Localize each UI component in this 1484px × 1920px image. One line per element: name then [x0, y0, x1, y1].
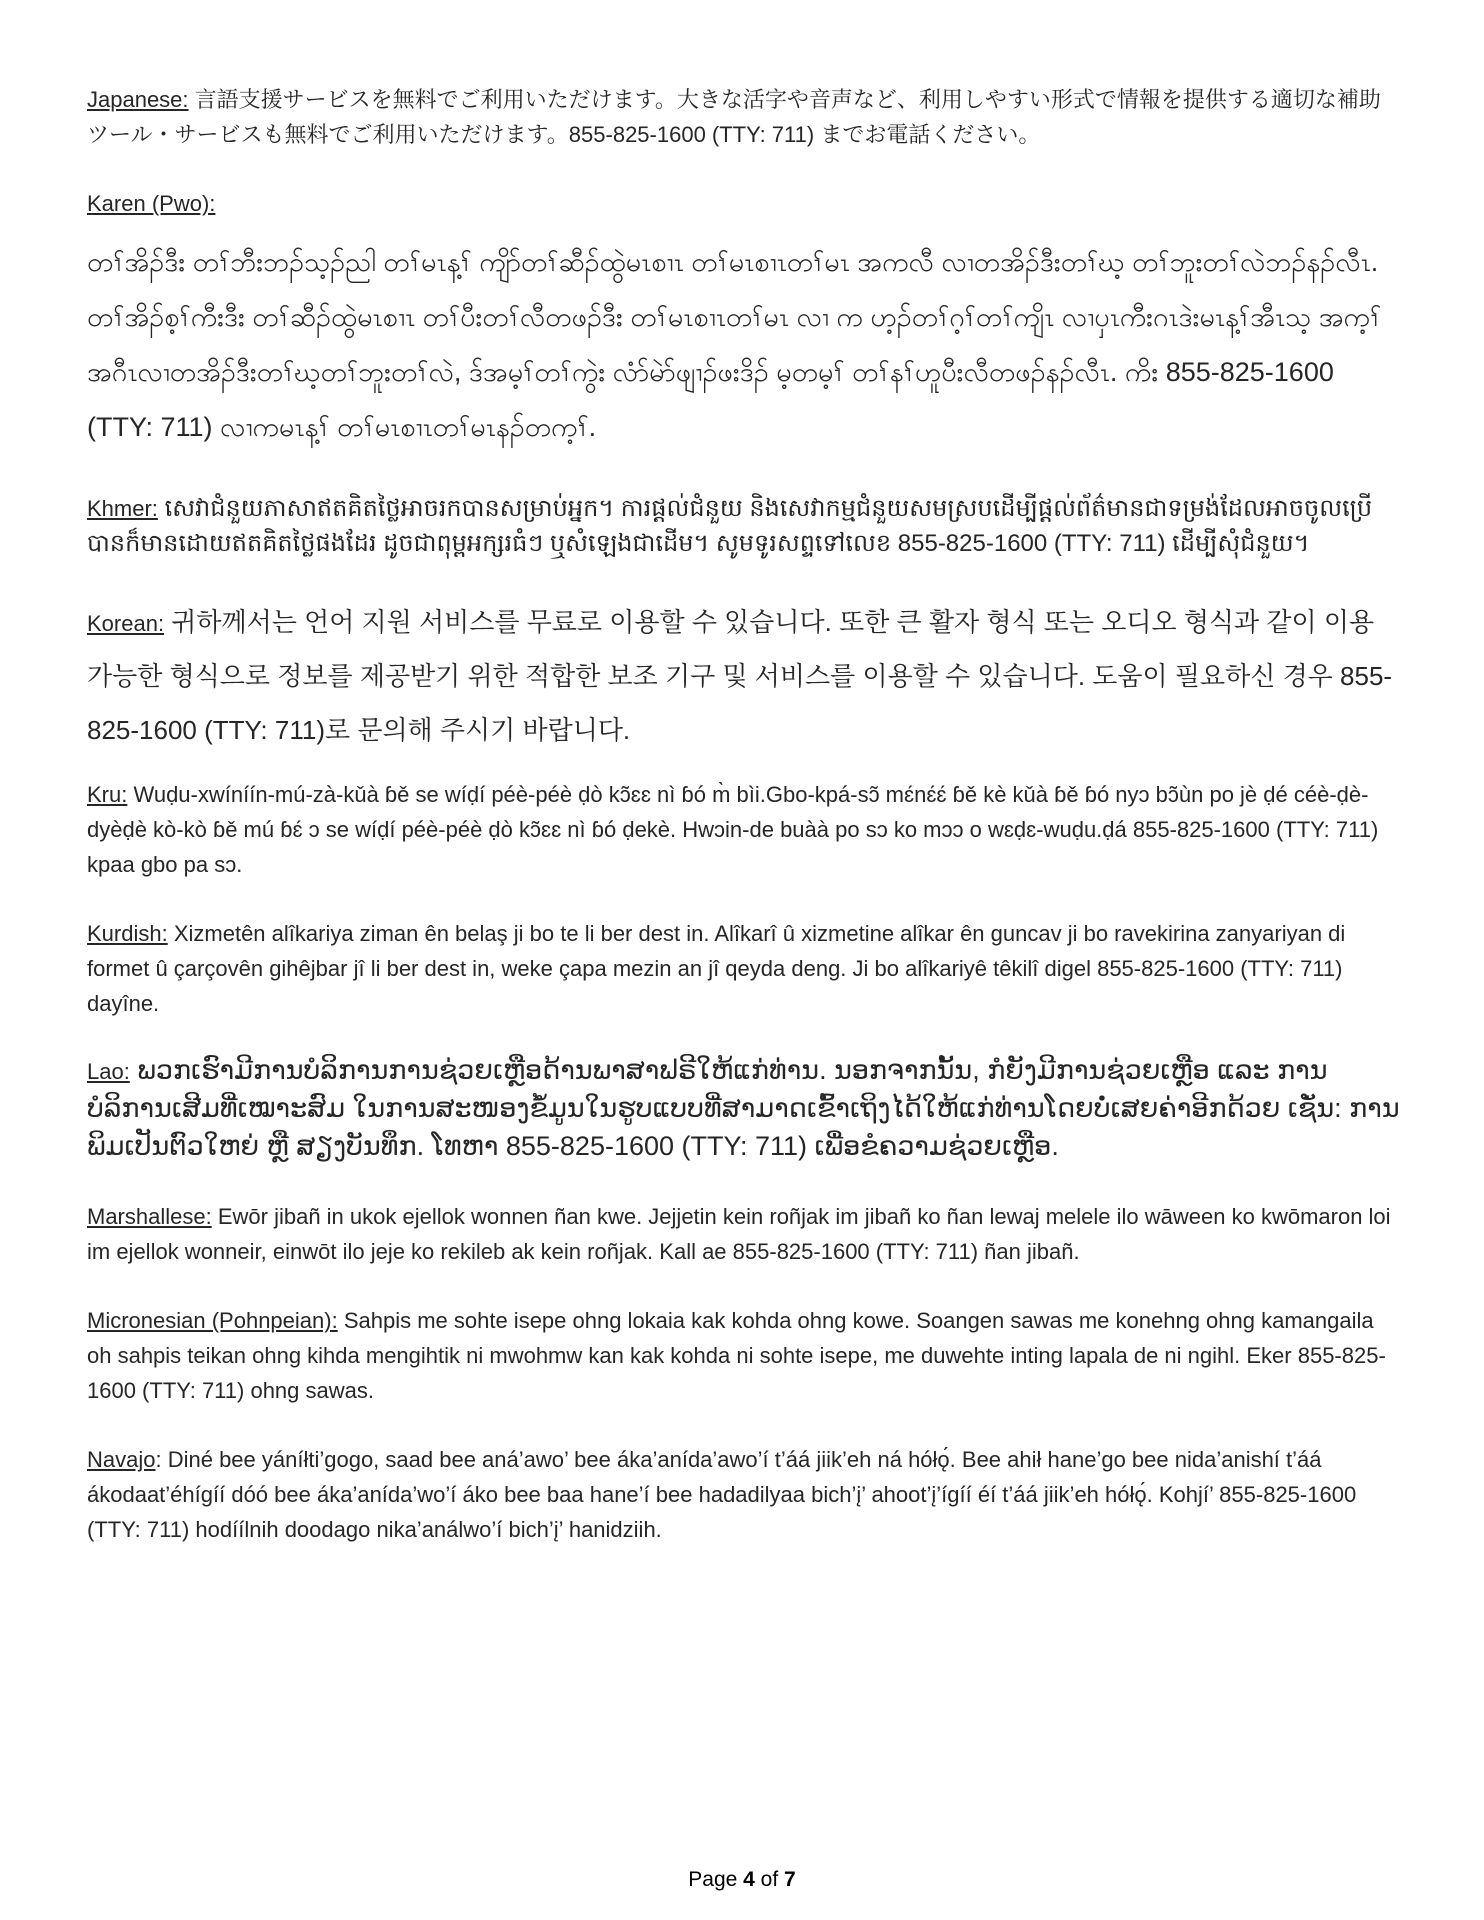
notice-text-japanese: 言語支援サービスを無料でご利用いただけます。大きな活字や音声など、利用しやすい形式で情報を提供する適切な補助ツール・サービスも無料でご利用いただけます。855-825-1600 (TTY: 711) までお電話ください。: [87, 87, 1381, 147]
notice-navajo: [87, 1442, 1402, 1547]
language-label-kurdish: Kurdish:: [87, 921, 168, 946]
notice-text-lao: ພວກເຮົາມີການບໍລິການການຊ່ວຍເຫຼືອດ້ານພາສາຟຣີໃຫ້ແກ່ທ່ານ. ນອກຈາກນັ້ນ, ກໍຍັງມີການຊ່ວຍເຫຼືອ ແລະ ການບໍລິການເສີມທີ່ເໝາະສົມ ໃນການສະໜອງຂໍ້ມູນໃນຮູບແບບທີ່ສາມາດເຂົ້າເຖິງໄດ້ໃຫ້ແກ່ທ່ານໂດຍບໍ່ເສຍຄ່າອີກດ້ວຍ ເຊັ່ນ: ການພິມເປັນຕົວໃຫຍ່ ຫຼື ສຽງບັນທຶກ. ໂທຫາ 855-825-1600 (TTY: 711) ເພື່ອຂໍຄວາມຊ່ວຍເຫຼືອ.: [87, 1055, 1400, 1161]
notice-text-kru: Wuḍu-xwíníín-mú-zà-kǔà ɓě se wíḍí péè-péè ḍò kɔ̃ɛɛ nì ɓó m̀ bìi.Gbo-kpá-sɔ̃ mɛ́nɛ́ɛ́ ɓě kè kǔà ɓě ɓó nyɔ bɔ̃ùn po jè ḍé céè-ḍè-dyèḍè kò-kò ɓě mú ɓɛ́ ɔ se wíḍí péè-péè ḍò kɔ̃ɛɛ nì ɓó ḍekè. Hwɔin-de buàà po sɔ ko mɔɔ o wɛḍɛ-wuḍu.ḍá 855-825-1600 (TTY: 711) kpaa gbo pa sɔ.: [87, 782, 1379, 877]
language-label-karen: Karen (Pwo):: [87, 191, 216, 216]
notice-text-micronesian: Sahpis me sohte isepe ohng lokaia kak kohda ohng kowe. Soangen sawas me konehng ohng kamangaila oh sahpis teikan ohng kihda mengihtik ni mwohmw kan kak kohda ni sohte isepe, me duwehte inting lapala de ni ngihl. Eker 855-825-1600 (TTY: 711) ohng sawas.: [87, 1308, 1386, 1403]
notice-kru: [87, 777, 1402, 882]
notice-text-kurdish: Xizmetên alîkariya ziman ên belaş ji bo te li ber dest in. Alîkarî û xizmetine alîkar ên guncav ji bo ravekirina zanyariyan di formet û çarçovên gihêjbar jî li ber dest in, weke çapa mezin an jî qeyda deng. Ji bo alîkariyê têkilî digel 855-825-1600 (TTY: 711) dayîne.: [87, 921, 1346, 1016]
notice-micronesian: [87, 1303, 1402, 1408]
document-page: [87, 82, 1402, 1547]
language-label-micronesian: Micronesian (Pohnpeian):: [87, 1308, 338, 1333]
notice-korean: [87, 595, 1402, 757]
page-number-prefix: Page: [688, 1868, 744, 1891]
notice-text-navajo: : Diné bee yáníłti’gogo, saad bee aná’awo’ bee áka’anída’awo’í t’áá jiik’eh ná hółǫ́. Bee ahił hane’go bee nida’anishí t’áá ákodaat’éhígíí dóó bee áka’anída’wo’í áko bee baa hane’í bee hadadilyaa bich’į’ ahoot’į’ígíí éí t’áá jiik’eh hółǫ́. Kohjí’ 855-825-1600 (TTY: 711) hodíílnih doodago nika’análwo’í bich’į’ hanidziih.: [87, 1447, 1357, 1542]
notice-japanese: [87, 82, 1402, 152]
page-number-separator: of: [754, 1868, 785, 1891]
notice-text-karen: တၢ်အိၣ်ဒီး တၢ်ဘီးဘၣ်သ့ၣ်ညါ တၢ်မၤန့ၢ် ကျိာ်တၢ်ဆီၣ်ထွဲမၤစၢၤ တၢ်မၤစၢၤတၢ်မၤ အကလီ လၢတအိၣ်ဒီးတၢ်ဃ့ တၢ်ဘူးတၢ်လဲဘၣ်နၣ်လီၤ. တၢ်အိၣ်စ့ၢ်ကီးဒီး တၢ်ဆီၣ်ထွဲမၤစၢၤ တၢ်ပီးတၢ်လီတဖၣ်ဒီး တၢ်မၤစၢၤတၢ်မၤ လၢ က ဟ့ၣ်တၢ်ဂ့ၢ်တၢ်ကျိၤ လၢပှၤကီးဂၤဒဲးမၤန့ၢ်အီၤသ့ အက့ၢ်အဂီၤလၢတအိၣ်ဒီးတၢ်ဃ့တၢ်ဘူးတၢ်လဲ, ဒ်အမ့ၢ်တၢ်ကွဲး လံာ်မဲာ်ဖျၢၣ်ဖးဒိၣ် မ့တမ့ၢ် တၢ်နၢ်ဟူပီးလီတဖၣ်နၣ်လီၤ. ကိး 855-825-1600 (TTY: 711) လၢကမၤန့ၢ် တၢ်မၤစၢၤတၢ်မၤနၣ်တက့ၢ်.: [87, 247, 1382, 442]
notice-kurdish: [87, 916, 1402, 1021]
language-label-lao: Lao:: [87, 1059, 130, 1084]
notice-khmer: [87, 491, 1402, 561]
language-label-navajo: Navajo: [87, 1447, 156, 1472]
notice-text-korean: 귀하께서는 언어 지원 서비스를 무료로 이용할 수 있습니다. 또한 큰 활자 형식 또는 오디오 형식과 같이 이용 가능한 형식으로 정보를 제공받기 위한 적합한 보조 기구 및 서비스를 이용할 수 있습니다. 도움이 필요하신 경우 855-825-1600 (TTY: 711)로 문의해 주시기 바랍니다.: [87, 607, 1393, 745]
current-page-number: 4: [743, 1868, 755, 1891]
language-label-japanese: Japanese:: [87, 87, 189, 112]
notice-text-marshallese: Ewōr jibañ in ukok ejellok wonnen ñan kwe. Jejjetin kein roñjak im jibañ ko ñan lewaj melele ilo wāween ko kwōmaron loi im ejellok wonneir, einwōt ilo jeje ko rekileb ak kein roñjak. Kall ae 855-825-1600 (TTY: 711) ñan jibañ.: [87, 1204, 1391, 1264]
page-footer: [0, 1866, 1484, 1894]
total-page-count: 7: [784, 1868, 796, 1891]
language-label-korean: Korean:: [87, 611, 165, 636]
notice-lao: [87, 1051, 1402, 1165]
notice-marshallese: [87, 1199, 1402, 1269]
notice-text-khmer: សេវាជំនួយភាសាឥតគិតថ្លៃអាចរកបានសម្រាប់អ្នក។ ការផ្តល់ជំនួយ និងសេវាកម្មជំនួយសមស្របដើម្បីផ្តល់ព័ត៌មានជាទម្រង់ដែលអាចចូលប្រើបានក៏មានដោយឥតគិតថ្លៃផងដែរ ដូចជាពុម្ពអក្សរធំៗ ឬសំឡេងជាដើម។ សូមទូរសព្ទទៅលេខ 855-825-1600 (TTY: 711) ដើម្បីសុំជំនួយ។: [87, 495, 1373, 557]
language-label-marshallese: Marshallese:: [87, 1204, 212, 1229]
language-label-kru: Kru:: [87, 782, 128, 807]
language-label-khmer: Khmer:: [87, 496, 158, 521]
notice-karen: [87, 186, 1402, 455]
